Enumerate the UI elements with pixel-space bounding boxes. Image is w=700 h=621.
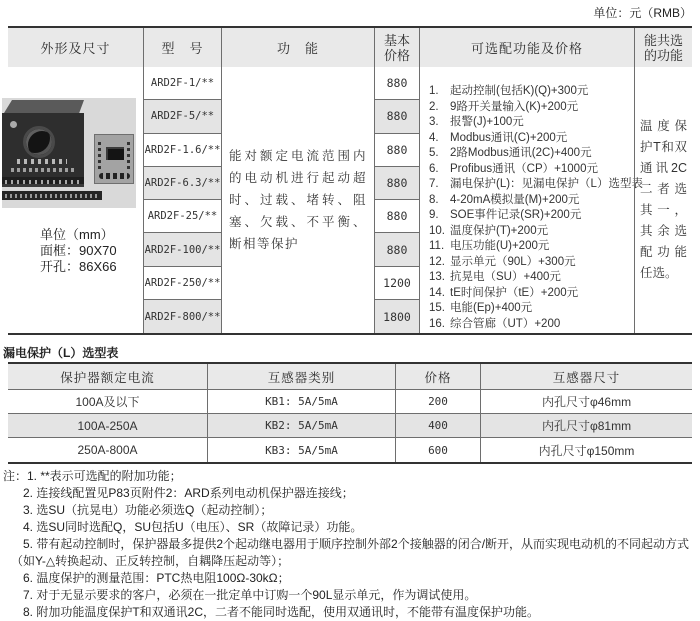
header-shared-line2: 的功能: [643, 47, 683, 63]
shape-cell: [8, 67, 143, 333]
function-cell: [221, 67, 374, 333]
note-line: 2. 连接线配置见P83页附件2：ARD系列电动机保护器连接线；: [23, 486, 354, 500]
option-text: 起动控制(包括K)(Q)+300元: [450, 85, 589, 97]
model-cell: ARD2F-25/**: [143, 200, 221, 233]
option-text: 4-20mA模拟量(M)+200元: [450, 193, 580, 206]
led-column-right: [127, 142, 130, 170]
leakage-cell: 100A-250A: [8, 414, 207, 438]
header-base-price: [374, 28, 419, 67]
device-label-row2: [11, 168, 75, 172]
note-line: 注：1. **表示可选配的附加功能；: [3, 469, 182, 483]
option-item: [429, 286, 632, 302]
dimension-frame: 面框：90X70: [40, 243, 117, 258]
header-base-price-line1: 基本: [383, 32, 410, 48]
option-number: 5.: [429, 147, 439, 159]
dimension-unit: 单位（mm）: [40, 227, 114, 242]
leakage-cell: 400: [395, 414, 480, 438]
notes-block: [3, 468, 689, 621]
option-text: 显示单元（90L）+300元: [450, 255, 576, 268]
display-screen: [106, 147, 124, 160]
option-number: 9.: [429, 209, 439, 221]
option-item: [429, 162, 632, 178]
header-base-price-line2: 价格: [383, 47, 410, 63]
leakage-cell: KB2: 5A/5mA: [207, 414, 395, 438]
option-number: 12.: [429, 255, 445, 268]
header-shared-line1: 能共选: [643, 32, 683, 48]
option-text: 漏电保护(L)：见漏电保护（L）选型表: [450, 178, 643, 190]
dimension-cutout: 开孔：86X66: [40, 259, 117, 274]
optional-functions-cell: [419, 67, 643, 333]
option-text: 2路Modbus通讯(2C)+400元: [450, 147, 592, 159]
unit-label: 单位：元（RMB）: [593, 6, 692, 20]
leakage-table-title: 漏电保护（L）选型表: [3, 346, 119, 360]
option-item: [429, 84, 632, 100]
header-shape: 外形及尺寸: [8, 28, 143, 67]
leakage-header-price: 价格: [395, 364, 480, 390]
option-item: [429, 115, 632, 131]
leakage-cell: 200: [395, 390, 480, 414]
option-text: 报警(J)+100元: [450, 116, 524, 128]
option-text: tE时间保护（tE）+200元: [450, 286, 579, 299]
price-cell: 880: [374, 200, 419, 233]
option-number: 10.: [429, 224, 445, 237]
option-item: [429, 100, 632, 116]
shared-functions-cell: [634, 67, 692, 333]
option-text: Modbus通讯(C)+200元: [450, 131, 568, 144]
option-item: [429, 193, 632, 209]
price-cell: 880: [374, 67, 419, 100]
header-optional: 可选配功能及价格: [419, 28, 634, 67]
pricing-table: [8, 26, 692, 335]
price-cell: 1800: [374, 300, 419, 333]
option-text: 综合管廊（UT）+200: [450, 317, 561, 330]
header-shared: [634, 28, 692, 67]
model-cell: ARD2F-1.6/**: [143, 134, 221, 167]
leakage-cell: KB1: 5A/5mA: [207, 390, 395, 414]
option-item: [429, 177, 643, 193]
terminal-strip-lower: [2, 191, 102, 200]
product-photo: [2, 98, 136, 208]
option-text: SOE事件记录(SR)+200元: [450, 209, 582, 221]
note-line: 8. 附加功能温度保护T和双通讯2C，二者不能同时选配，使用双通讯时，不能带有温度保护功能。: [23, 605, 540, 619]
option-item: [429, 208, 632, 224]
leakage-table: [8, 362, 692, 464]
note-line: 3. 选SU（抗晃电）功能必须选Q（起动控制）；: [23, 503, 273, 517]
device-front-face: [2, 113, 84, 177]
price-cell: 1200: [374, 267, 419, 300]
option-number: 14.: [429, 286, 445, 299]
device-logo-dot: [10, 121, 17, 128]
leakage-cell: 内孔尺寸φ46mm: [480, 390, 692, 414]
leakage-cell: 内孔尺寸φ150mm: [480, 438, 692, 462]
option-item: [429, 301, 632, 317]
device-top-face: [4, 100, 84, 113]
model-cell: ARD2F-6.3/**: [143, 167, 221, 200]
option-item: [429, 255, 632, 271]
price-cell: 880: [374, 167, 419, 200]
note-line: （如Y-△转换起动、正反转控制，自耦降压起动等）；: [11, 554, 290, 568]
function-text: 能对额定电流范围内的电动机进行起动超时、过载、堵转、阻塞、欠载、不平衡、断相等保护: [229, 149, 367, 252]
option-number: 7.: [429, 178, 439, 190]
leakage-cell: KB3: 5A/5mA: [207, 438, 395, 462]
option-text: Profibus通讯（CP）+1000元: [450, 162, 598, 175]
round-connector: [23, 126, 55, 158]
option-item: [429, 270, 632, 286]
option-text: 电能(Ep)+400元: [450, 302, 533, 314]
leakage-cell: 100A及以下: [8, 390, 207, 414]
option-number: 6.: [429, 162, 439, 175]
option-text: 9路开关量输入(K)+200元: [450, 100, 579, 113]
price-cell: 880: [374, 100, 419, 133]
note-line: 5. 带有起动控制时，保护器最多提供2个起动继电器用于顺序控制外部2个接触器的闭合/断开，从而实现电动机的不同起动方式: [23, 537, 690, 551]
price-cell: 880: [374, 233, 419, 266]
leakage-cell: 250A-800A: [77, 443, 138, 457]
option-item: [429, 131, 632, 147]
option-item: [429, 146, 632, 162]
model-cell: ARD2F-800/**: [143, 300, 221, 333]
protector-unit-image: [2, 100, 104, 204]
option-number: 11.: [429, 240, 445, 252]
option-text: 电压功能(U)+200元: [450, 240, 550, 252]
option-number: 1.: [429, 85, 439, 97]
option-number: 13.: [429, 271, 445, 283]
model-cell: ARD2F-250/**: [143, 267, 221, 300]
model-cell: ARD2F-5/**: [143, 100, 221, 133]
note-line: 7. 对于无显示要求的客户，必须在一批定单中订购一个90L显示单元，作为调试使用。: [23, 588, 477, 602]
option-text: 温度保护(T)+200元: [450, 224, 549, 237]
note-line: 4. 选SU同时选配Q，SU包括U（电压）、SR（故障记录）功能。: [23, 520, 363, 534]
leakage-header-current: 保护器额定电流: [8, 364, 207, 390]
led-column-left: [98, 142, 101, 170]
terminal-strip-upper: [2, 177, 84, 187]
leakage-cell: 600: [395, 438, 480, 462]
option-number: 2.: [429, 100, 439, 113]
header-model: 型 号: [143, 28, 221, 67]
dimension-notes: [40, 227, 117, 275]
leakage-cell: 内孔尺寸φ81mm: [480, 414, 692, 438]
note-line: 6. 温度保护的测量范围：PTC热电阻100Ω-30kΩ；: [23, 571, 290, 585]
option-item: [429, 239, 632, 255]
model-cell: ARD2F-100/**: [143, 233, 221, 266]
button-row: [99, 173, 130, 179]
option-number: 15.: [429, 302, 445, 314]
display-unit-image: [94, 134, 134, 184]
option-number: 16.: [429, 317, 445, 330]
option-text: 抗晃电（SU）+400元: [450, 271, 561, 283]
option-number: 3.: [429, 116, 439, 128]
price-cell: 880: [374, 134, 419, 167]
shared-functions-text: 温度保护T和双通讯2C二者选其一，其余选配功能任选。: [640, 119, 687, 281]
leakage-header-ct-type: 互感器类别: [207, 364, 395, 390]
device-label-row: [17, 159, 67, 164]
header-function: 功 能: [221, 28, 374, 67]
leakage-header-ct-size: 互感器尺寸: [480, 364, 692, 390]
option-item: [429, 224, 632, 240]
option-item: [429, 317, 632, 333]
option-number: 4.: [429, 131, 439, 144]
option-number: 8.: [429, 193, 439, 206]
model-cell: ARD2F-1/**: [143, 67, 221, 100]
